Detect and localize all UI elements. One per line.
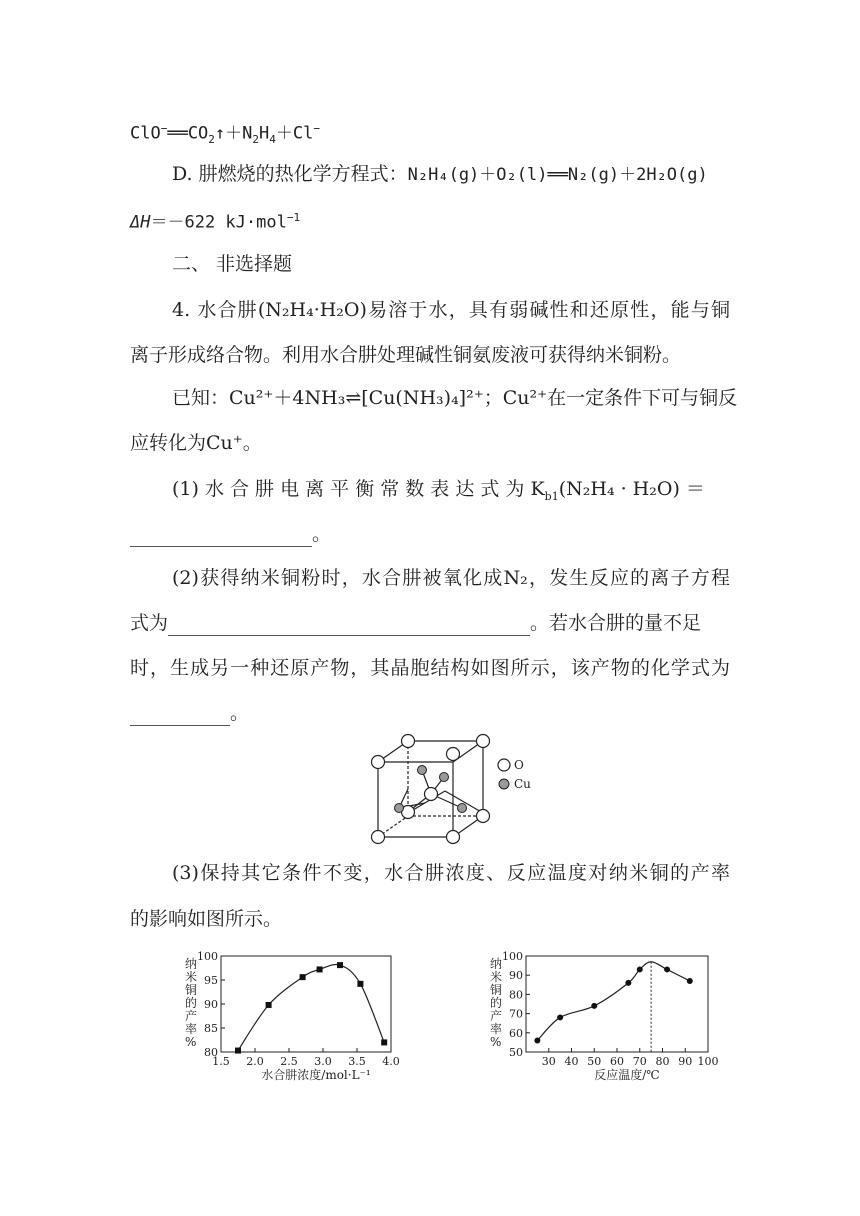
part2-line-2: 式为 。若水合肼的量不足 — [130, 612, 702, 634]
chart-yield-vs-temperature — [480, 946, 725, 1091]
part2-line-1: (2)获得纳米铜粉时，水合肼被氧化成N₂，发生反应的离子方程 — [172, 567, 730, 589]
x-axis-label: 水合肼浓度/mol·L⁻¹ — [261, 1068, 371, 1082]
x-tick-label: 40 — [564, 1055, 579, 1068]
crystal-cell-figure — [365, 733, 545, 845]
legend-cu-label: Cu — [514, 777, 531, 791]
x-tick-label: 50 — [587, 1055, 602, 1068]
y-axis-label: 纳米铜的产率% — [185, 957, 198, 1049]
y-tick-label: 95 — [204, 974, 218, 987]
answer-blank-1[interactable] — [130, 528, 312, 547]
enthalpy-line: ΔH＝－622 kJ·mol$^{-1}$ — [130, 211, 301, 233]
data-point — [591, 1003, 597, 1009]
y-tick-label: 90 — [509, 969, 523, 983]
data-point — [357, 981, 363, 987]
answer-blank-2[interactable] — [168, 617, 530, 636]
x-axis-label: 反应温度/℃ — [594, 1068, 660, 1082]
data-point — [687, 978, 693, 984]
y-axis-label: 纳米铜的产率% — [490, 957, 503, 1049]
part2-line-4: 。 — [130, 700, 730, 726]
option-d: D. 肼燃烧的热化学方程式：N₂H₄(g)＋O₂(l)══N₂(g)＋2H₂O(g) — [172, 163, 708, 185]
y-tick-label: 100 — [197, 950, 218, 963]
legend-cu-marker — [499, 779, 509, 789]
data-point — [317, 966, 323, 972]
part1-line-1: (1) 水 合 肼 电 离 平 衡 常 数 表 达 式 为 $K_{b1}(N_2H_4 \cdot H_2O)$ ＝ — [172, 478, 705, 503]
data-point — [534, 1037, 540, 1043]
x-tick-label: 4.0 — [382, 1055, 400, 1068]
x-tick-label: 3.0 — [314, 1055, 332, 1068]
part1-line-2: 。 — [130, 521, 730, 547]
series-line — [238, 964, 384, 1050]
data-point — [300, 974, 306, 980]
part2-line-3: 时，生成另一种还原产物，其晶胞结构如图所示，该产物的化学式为 — [130, 657, 730, 679]
x-tick-label: 1.5 — [212, 1055, 230, 1068]
data-point — [664, 966, 670, 972]
data-point — [266, 1002, 272, 1008]
data-point — [337, 962, 343, 968]
known-line-1: 已知：Cu²⁺＋4NH₃⇌[Cu(NH₃)₄]²⁺；Cu²⁺在一定条件下可与铜反 — [172, 387, 738, 409]
part3-line-2: 的影响如图所示。 — [130, 908, 283, 930]
data-point — [557, 1014, 563, 1020]
series-line — [537, 962, 689, 1041]
section-title: 二、 非选择题 — [172, 253, 293, 275]
x-tick-label: 30 — [541, 1055, 556, 1068]
legend-o-label: O — [514, 758, 524, 772]
y-tick-label: 80 — [204, 1046, 218, 1059]
answer-blank-3[interactable] — [130, 707, 230, 726]
q4-line-2: 离子形成络合物。利用水合肼处理碱性铜氨废液可获得纳米铜粉。 — [130, 344, 682, 366]
legend-o-marker — [498, 759, 510, 771]
data-point — [625, 980, 631, 986]
x-tick-label: 100 — [697, 1055, 719, 1068]
equation-continuation: $ClO^-══CO_2↑+N_2H_4+Cl^-$ — [130, 122, 321, 147]
x-tick-label: 2.0 — [246, 1055, 264, 1068]
x-tick-label: 60 — [610, 1055, 624, 1068]
y-tick-label: 85 — [204, 1022, 218, 1035]
data-point — [637, 966, 643, 972]
y-tick-label: 60 — [509, 1026, 523, 1040]
y-tick-label: 90 — [204, 998, 218, 1011]
data-point — [235, 1048, 241, 1054]
y-tick-label: 70 — [509, 1007, 523, 1021]
x-tick-label: 80 — [655, 1055, 670, 1068]
chart-yield-vs-concentration — [175, 946, 415, 1091]
x-tick-label: 2.5 — [280, 1055, 298, 1068]
y-tick-label: 80 — [509, 988, 523, 1002]
part3-line-1: (3)保持其它条件不变，水合肼浓度、反应温度对纳米铜的产率 — [172, 862, 730, 884]
x-tick-label: 90 — [678, 1055, 693, 1068]
q4-line-1: 4. 水合肼(N₂H₄·H₂O)易溶于水，具有弱碱性和还原性，能与铜 — [172, 299, 730, 321]
x-tick-label: 70 — [632, 1055, 647, 1068]
plot-frame — [526, 956, 708, 1052]
y-tick-label: 100 — [502, 950, 523, 963]
known-line-2: 应转化为Cu⁺。 — [130, 432, 262, 454]
y-tick-label: 50 — [509, 1046, 523, 1059]
x-tick-label: 3.5 — [348, 1055, 366, 1068]
data-point — [381, 1039, 387, 1045]
